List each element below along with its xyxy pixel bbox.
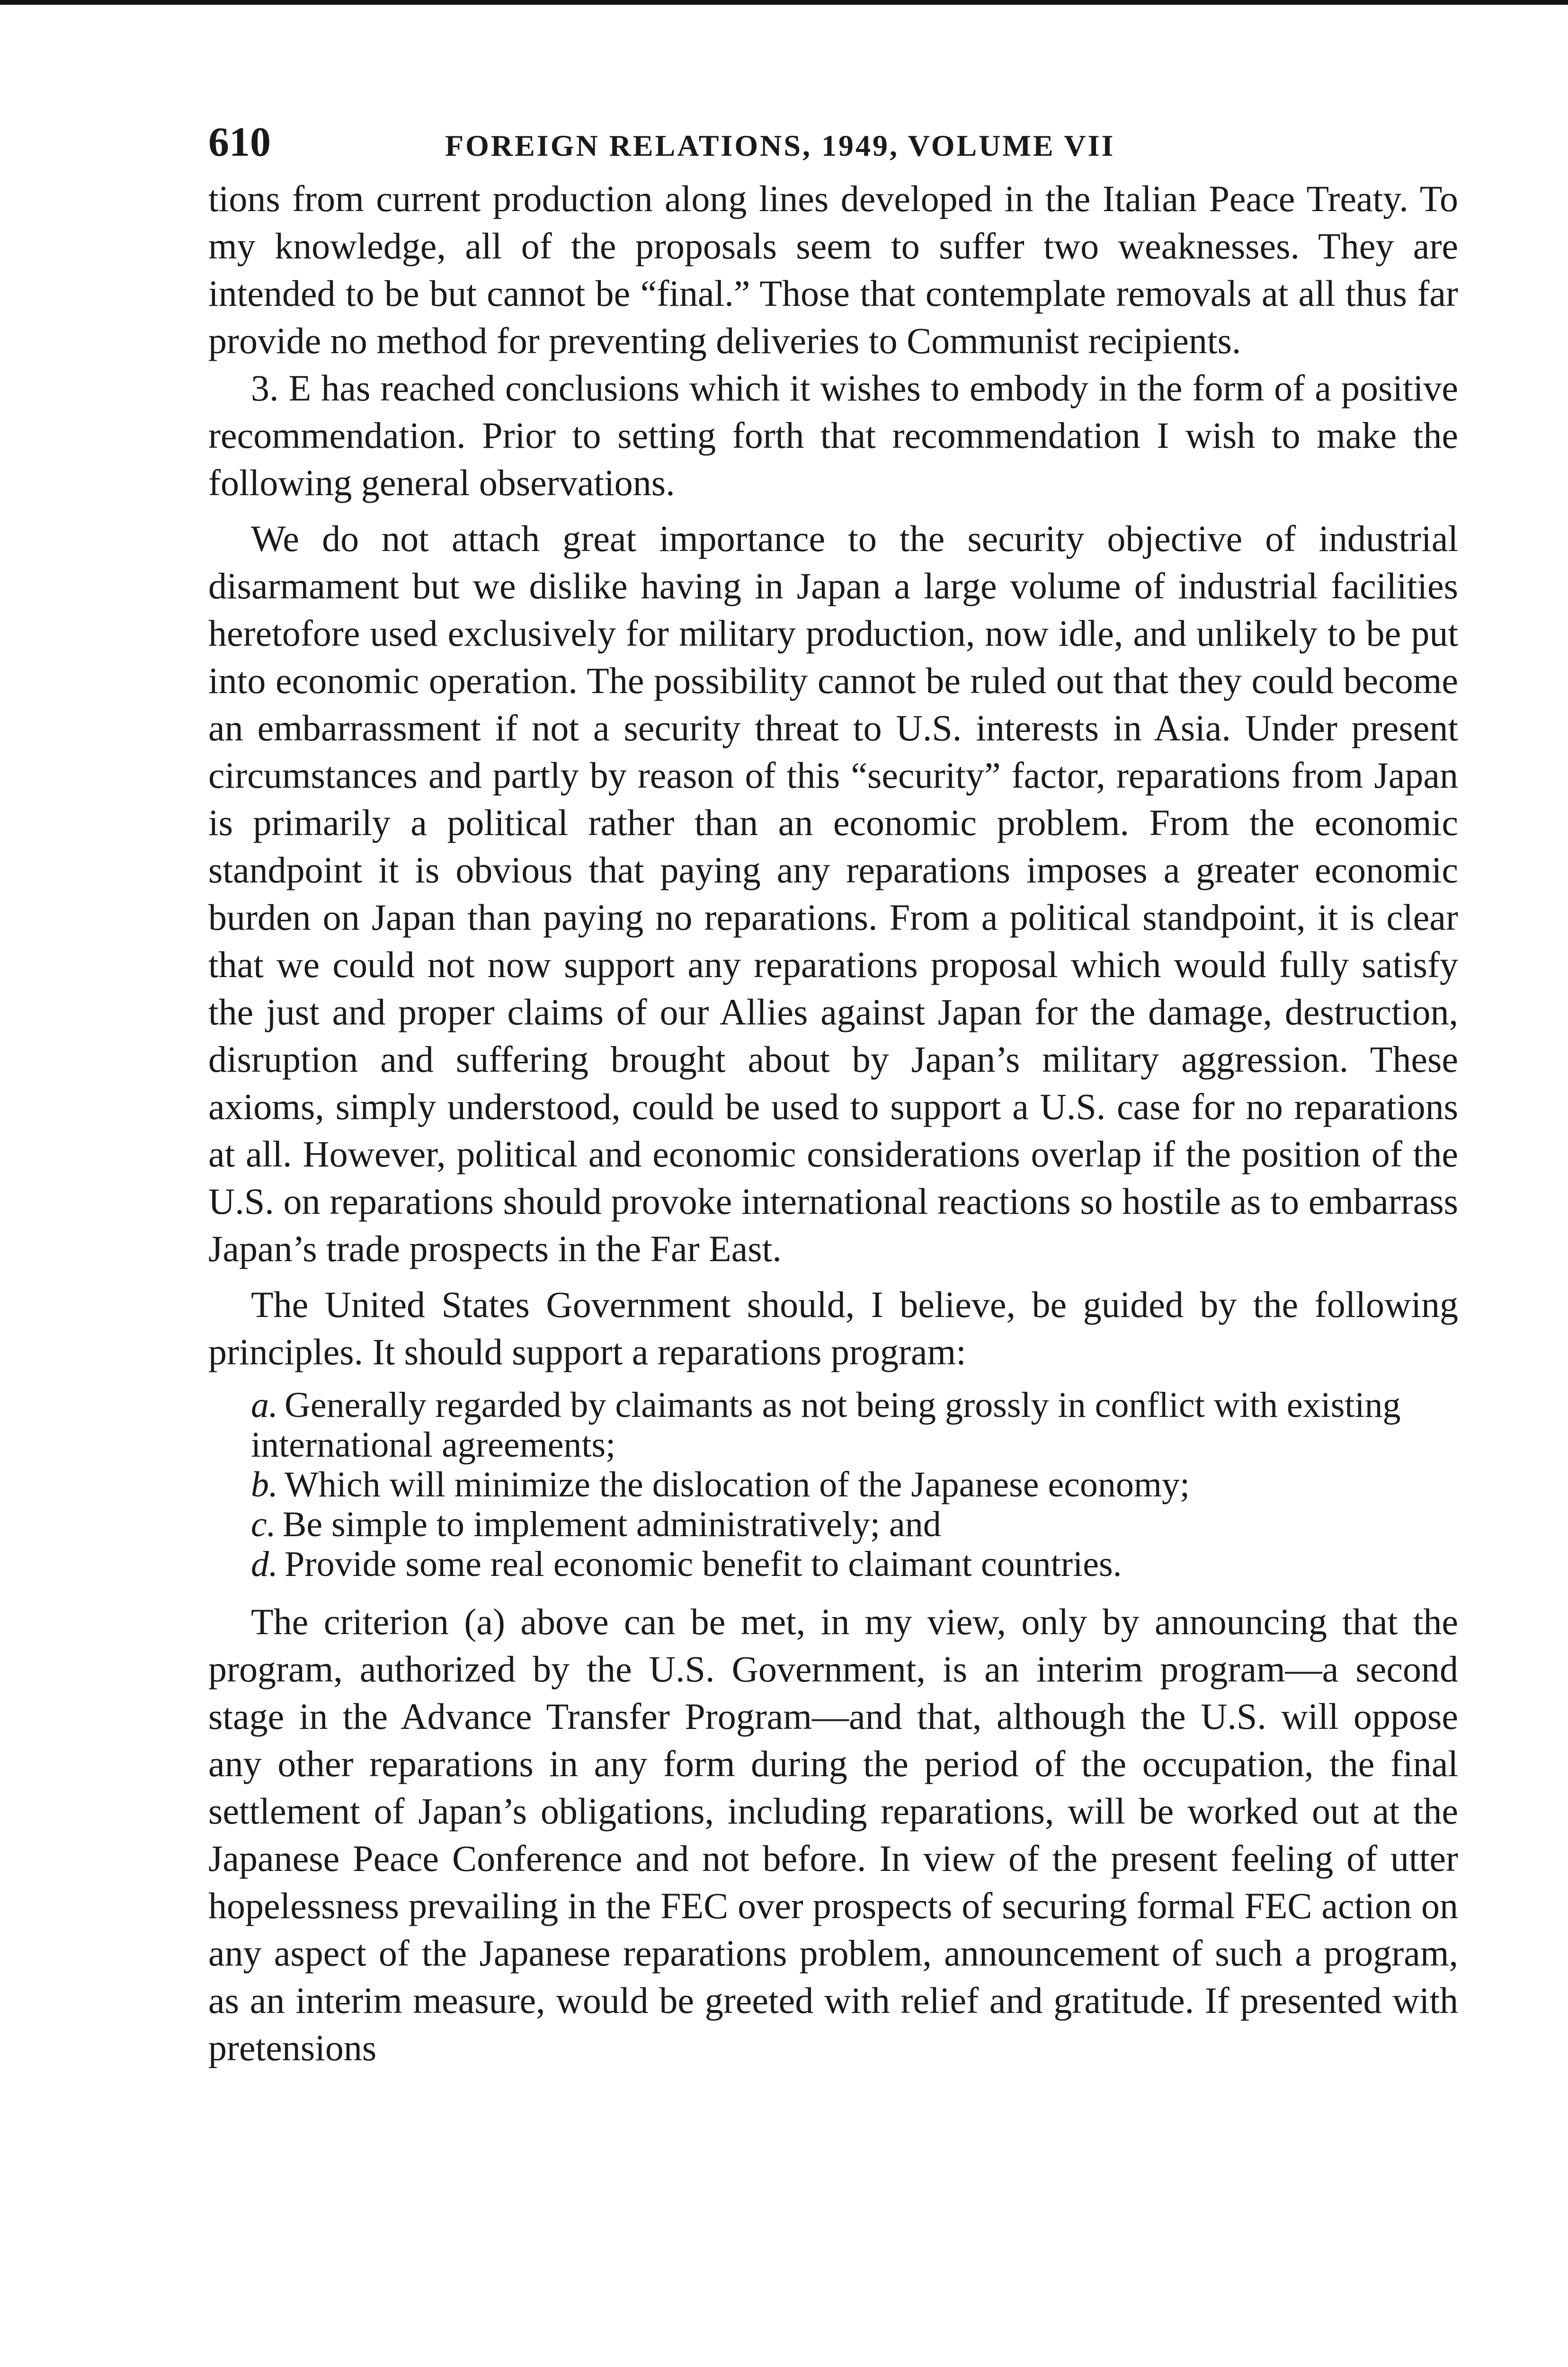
list-item: [208, 1385, 1458, 1465]
list-marker: b.: [251, 1465, 278, 1504]
document-page: [208, 118, 1458, 2072]
list-item: [208, 1504, 1458, 1544]
list-item-text: Which will minimize the dislocation of the Japanese economy;: [285, 1465, 1190, 1504]
list-item: [208, 1465, 1458, 1504]
running-title: FOREIGN RELATIONS, 1949, VOLUME VII: [445, 129, 1115, 162]
criteria-list: [208, 1385, 1458, 1584]
paragraph-1: tions from current production along lines developed in the Italian Peace Treaty. To my knowledge, all of the proposals seem to suffer two weaknesses. They are intended to be but cannot be “final.” Those that contemplate removals at all thus far provide no method for preventing deliveries to Communist recipients.: [208, 178, 1458, 361]
list-item-text: Be simple to implement administratively; and: [282, 1504, 941, 1544]
page-number: 610: [208, 119, 271, 165]
list-item: [208, 1544, 1458, 1584]
paragraph-2: 3. E has reached conclusions which it wishes to embody in the form of a positive recommendation. Prior to setting forth that recommendation I wish to make the following general observations.: [208, 367, 1458, 503]
paragraph-4: The United States Government should, I believe, be guided by the following principles. It should support a reparations program:: [208, 1284, 1458, 1372]
page-top-edge: [0, 0, 1568, 5]
list-item-text: Generally regarded by claimants as not being grossly in conflict with existing international agreements;: [251, 1385, 1401, 1465]
list-marker: d.: [251, 1544, 278, 1584]
list-marker: a.: [251, 1385, 278, 1425]
list-item-text: Provide some real economic benefit to claimant countries.: [285, 1544, 1122, 1584]
paragraph-3: We do not attach great importance to the security objective of industrial disarmament but we dislike having in Japan a large volume of industrial facilities heretofore used exclusively for military production, now idle, and unlikely to be put into economic operation. The possibility cannot be ruled out that they could become an embarrassment if not a security threat to U.S. interests in Asia. Under present circumstances and partly by reason of this “security” factor, reparations from Japan is primarily a political rather than an economic problem. From the economic standpoint it is obvious that paying any reparations imposes a greater economic burden on Japan than paying no reparations. From a political standpoint, it is clear that we could not now support any reparations proposal which would fully satisfy the just and proper claims of our Allies against Japan for the damage, destruction, disruption and suffering brought about by Japan’s military aggression. These axioms, simply understood, could be used to support a U.S. case for no reparations at all. However, political and economic considerations overlap if the position of the U.S. on reparations should provoke international reactions so hostile as to embarrass Japan’s trade prospects in the Far East.: [208, 518, 1458, 1269]
paragraph-5: The criterion (a) above can be met, in my view, only by announcing that the program, authorized by the U.S. Government, is an interim program—a second stage in the Advance Transfer Program—and that, although the U.S. will oppose any other reparations in any form during the period of the occupation, the final settlement of Japan’s obligations, including reparations, will be worked out at the Japanese Peace Conference and not before. In view of the present feeling of utter hopelessness prevailing in the FEC over prospects of securing formal FEC action on any aspect of the Japanese reparations problem, announcement of such a program, as an interim measure, would be greeted with relief and gratitude. If presented with pretensions: [208, 1601, 1458, 2068]
running-header: [208, 118, 1458, 175]
list-marker: c.: [251, 1504, 276, 1544]
